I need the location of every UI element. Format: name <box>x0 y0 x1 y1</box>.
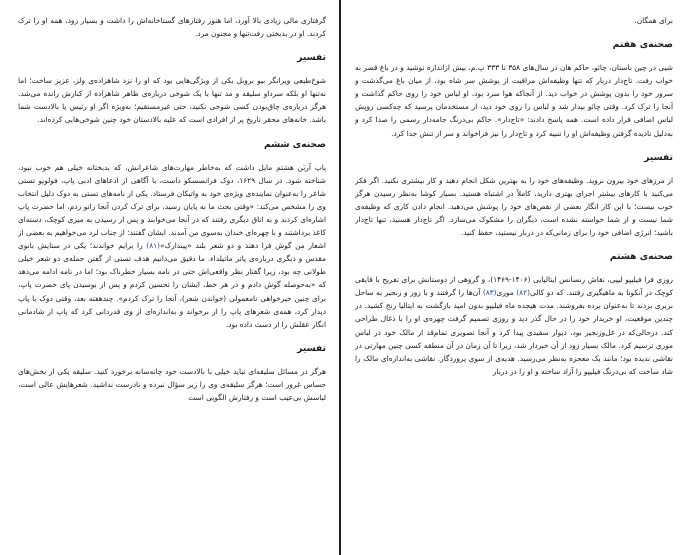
paragraph-3-text-c: آن‌ها را گرفتند و با زور و زنجیر به ساحل بربری بردند تا به‌عنوان برده بفروشند. مدت هیجده ماه فیلیپو بدون امید بازگشت به ایتالیا رنج کشید. در چندین موقعیت، او خریدار خود را در حال گذر دید و روزی تصمیم گرفت چهره‌ی او را با ذغال طراحی کند. درحالی‌که در غل‌وزنجیر بود، دیوار سفیدی پیدا کرد و آنجا تصویری تمام‌قد از مالک خود در لباس موری ترسیم کرد. مالک بسیار زود از آن خبردار شد، زیرا تا آن زمان در آن منطقه کسی چنین مهارتی در نقاشی ندیده بود؛ مانند یک معجزه به‌نظر می‌رسید. هدیه‌ی از سوی پروردگار. نقاشی به‌اندازه‌ای مالک را شاد ساخت که بی‌درنگ فیلیپو را آزاد ساخته و او را در دربار <box>355 288 673 376</box>
paragraph-3-text-a: روزی فرا فیلیپو لیپی، نقاش رنسانس ایتالیایی (۱۴۰۶-۱۴۶۹)، و گروهی از دوستانش برای تفریح با قایقی کوچک در آنکونا به ماهیگیری رفتند. که دو کالی <box>355 275 673 298</box>
page-gutter-divider <box>339 0 341 555</box>
right-page-paragraph-2: از مرزهای خود بیرون نروید. وظیفه‌های خود را به بهترین شکل انجام دهید و کار بیشتری نکنید. اگر فکر می‌کنید با کارهای بیشتر اجرای بهتری دارید، کاملاً در اشتباه هستید. بسیار کوشا به‌نظر رسیدن هرگز خوب نیست؛ با این کار انگار بعضی از نقص‌های خود را پوشش می‌دهید. انجام دادن کاری که وظیفه‌ی شما نیست و از شما خواسته نشده است، دیگران را مشکوک می‌سازد. اگر تاج‌دار هستید، تنها تاج‌دار باشید؛ انرژی اضافی خود را برای زمانی‌که در دربار نیستید، حفظ کنید. <box>355 175 673 238</box>
top-margin <box>355 0 673 14</box>
right-page-heading-scene-seven: صحنه‌ی هفتم <box>612 39 673 51</box>
left-page-paragraph-1: شوخ‌طبعی ویرانگر بیو بروبل یکی از ویژگی‌هایی بود که او را نزد شاهزاده‌ی ولز، عزیز ساخت؛ اما نه‌تنها او بلکه سرداو سلیقه و مد تنها با یک شوخی درباره‌ی ظاهر شاهزاده از کنارش رانده می‌شد. هرگز درباره‌ی چاق‌بودن کسی شوخی نکنید، حتی غیرمستقیم؛ به‌ویژه اگر او رئیس یا بالادست شما باشد. خانه‌های محقر تاریخ پر از افرادی است که علیه بالادستان خود چنین شوخی‌هایی کرده‌اند. <box>18 76 326 125</box>
left-page <box>18 0 326 555</box>
left-page-heading-scene-six: صحنه‌ی ششم <box>263 138 326 150</box>
right-page-paragraph-3 <box>355 273 673 378</box>
right-page <box>355 0 673 555</box>
paragraph-2-text-a: پاپ آربَن هشتم مایل داشت که به‌خاطر مهارت‌های شاعرانش، که بدبختانه خیلی هم خوب نبود، شناخته شود. در سال ۱۶۲۹، دوک فرانسسکو داست، با آگاهی از ادعاهای ادبی پاپ، فولویو تستی شاعر را به‌عنوان نماینده‌ی ویژه‌ی خود به واتیکان فرستاد. یکی از نامه‌های تستی به دوک دلیل انتخاب وی را مشخص می‌کند: «وقتی بحث ما به پایان رسید، برای ترک کردن آنجا زانو زدم، اما حضرت پاپ اشاره‌ای کردند و به اتاق دیگری رفتند که در آنجا می‌خوابند و پس از رسیدن به میزی کوچک، دسته‌ای کاغذ برداشتند و با چهره‌ای خندان به‌سوی من آمدند. ایشان گفتند: از جناب لرد می‌خواهیم به بعضی از اشعار من گوش فرا دهند و دو شعر بلند «پیندارک‌» <box>18 162 326 251</box>
paragraph-3-text-b: موری <box>496 288 517 298</box>
left-page-intro-paragraph: گرفتاری مالی زیادی بالا آورد، اما هنوز رفتارهای گستاخانه‌اش را داشت و بسیار زود، همه او را ترک کردند. او در بدبختی رفت‌تنها و مجنون مرد. <box>18 16 326 39</box>
right-page-paragraph-1: شیی در چین باستان، چائو، حاکم هان در سال‌های ۳۵۸ تا ۳۳۳ پ.م، بیش ازاندازه نوشید و در باغ قصر به خواب رفت. تاج‌دار دربار که تنها وظیفه‌اش مراقبت از پوشش سر شاه بود، از میان باغ می‌گذشت و سرور خود را بدون پوشش در خواب دید. از آنجاکه هوا سرد بود، او لباس خود را روی حاکم گذاشت و آنجا را ترک کرد. وقتی چائو بیدار شد و لباس را روی خود دید، از مستخدمان پرسید که چه‌کسی روپش لباس اضافی قرار داده است. همه پاسخ دادند: «تاج‌دار». حاکم بی‌درنگ جامه‌دار رسمی را صدا کرد و به‌دلیل نادیده گرفتن وظیفه‌اش او را تنبیه کرد و تاج‌دار را نیز فراخواند و سر از تنش جدا کرد. <box>355 63 673 138</box>
left-page-heading-commentary-1: تفسیر <box>297 52 326 64</box>
right-page-heading-commentary: تفسیر <box>644 151 673 163</box>
left-page-paragraph-2 <box>18 161 326 331</box>
footnote-link-83[interactable]: (۸۳) <box>482 288 497 298</box>
left-page-paragraph-3: هرگز در مسائل سلیقه‌ای نباید خیلی با بالادست خود چانه‌سانه برخورد کنید. سلیقه یکی از بخش‌های حساس غرور است؛ هرگز سلیقه‌ی وی را زیر سؤال نبرده و نادرست نداشید. شعرهایش عالی است، لباسش بی‌عیب است و رفتارش الگویی است <box>18 366 326 402</box>
footnote-link-81[interactable]: (۸۱) <box>146 241 161 251</box>
footnote-link-82[interactable]: (۸۲) <box>516 288 530 298</box>
paragraph-2-text-b: را برایم خواندند؛ یکی در ستایش بانوی مقدس و دیگری درباره‌ی پاتر ماتیلداء. ما دقیق می‌دانیم هدف تستی از گفتن جمله‌ی دو شعر خیلی طولانی چه بود، زیرا گفتار نظر واقعی‌اش حتی در نامه بسیار خطرناک بود؛ اما در نامه ادامه می‌دهد که «به‌حوصله گوش دادم و در هر خط، ایشان را تحسین کردم و پس از بوسیدن پای حضرت پاپ، برای چنین خیرخواهی نامعمولی (خواندن شعر)، آنجا را ترک کردم». چندهفته بعد، وقتی دوک با پاپ دیدار کرد، همه‌ی شعرهای پاپ را از برخواند و به‌اندازه‌ای از وی قدردانی کرد که پاپ از شادمانی انگار عقلش را از دست داده بود. <box>18 241 326 329</box>
left-page-heading-commentary-2: تفسیر <box>297 342 326 354</box>
right-page-heading-scene-eight: صحنه‌ی هشتم <box>609 251 673 263</box>
top-margin <box>18 0 326 14</box>
right-page-intro-line: برای همگان. <box>634 16 673 25</box>
